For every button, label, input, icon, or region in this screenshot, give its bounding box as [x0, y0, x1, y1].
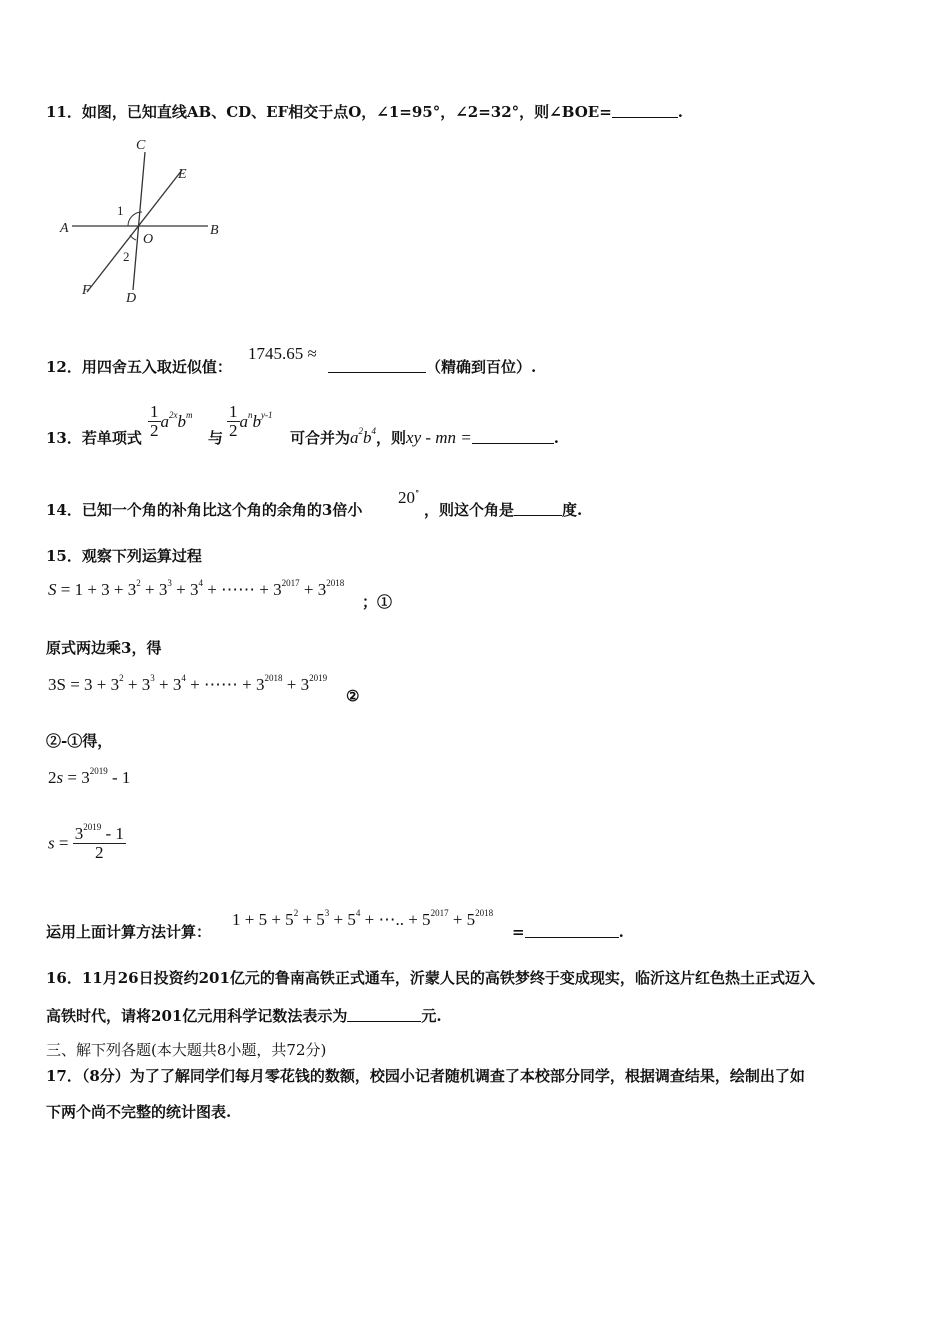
q13-answer-blank: [472, 429, 554, 444]
section-3-heading: 三、解下列各题(本大题共8小题，共72分): [46, 1041, 327, 1059]
q13-text: 若单项式: [81, 429, 142, 447]
q16-number: 16．: [46, 969, 82, 987]
q11-number: 11．: [46, 103, 82, 121]
q15-apply-expression: $1 + 5 + 5^2 + 5^3 + 5^4$ + ⋯.. + $5^{2017} + 5^{2018}$: [232, 908, 494, 929]
q16-line2: 高铁时代，请将201亿元用科学记数法表示为: [46, 1007, 348, 1025]
intersecting-lines-figure: [50, 130, 240, 310]
q12-text: 用四舍五入取近似值：: [81, 358, 232, 376]
q13-end: .: [553, 429, 560, 447]
question-17-line-1: [46, 1066, 805, 1086]
q13-with: 与: [208, 429, 224, 447]
q13-merge-text: 可合并为: [290, 429, 351, 447]
label-e: E: [178, 167, 187, 182]
question-16-line-2: [46, 1006, 442, 1026]
q15-equation-4: s = $\frac{3^{2019} - 1}{2}$: [48, 822, 124, 862]
q13-result-term: $a^2b^4$: [350, 426, 377, 447]
q12-tail: [328, 357, 536, 377]
q13-fraction-1: $\frac{1}{2}$: [150, 402, 159, 440]
q16-answer-blank: [347, 1007, 421, 1022]
q14-degree: 20∘: [398, 486, 420, 507]
q13-term-2: $a^nb^{y-1}$: [239, 409, 273, 431]
q15-step-text: 原式两边乘3，得: [46, 639, 162, 657]
q15-equation-2: $3S = 3 + 3^2 + 3^3 + 3^4$ + ⋯⋯ + $3^{2018} + 3^{2019}$: [48, 673, 328, 694]
q13-term-1: $a^{2x}b^m$: [160, 409, 193, 431]
q14-number: 14．: [46, 501, 82, 519]
q12-number: 12．: [46, 358, 82, 376]
q15-equation-1: $S = 1 + 3 + 3^2 + 3^3 + 3^4$ + ⋯⋯ + $3^{2017} + 3^{2018}$: [48, 578, 345, 599]
label-a: A: [60, 221, 69, 236]
question-15: [46, 546, 202, 566]
q13-expression: xy - mn =: [406, 428, 472, 447]
question-17-line-2: 下两个尚不完整的统计图表.: [46, 1103, 232, 1121]
q12-expression: 1745.65 ≈: [248, 344, 317, 363]
q15-number: 15．: [46, 547, 82, 565]
q11-answer-blank: [612, 103, 678, 118]
question-13: [46, 428, 142, 448]
q16-line1: 11月26日投资约201亿元的鲁南高铁正式通车，沂蒙人民的高铁梦终于变成现实，临沂这片红色热土正式迈入: [81, 969, 815, 987]
q14-tail: [424, 500, 582, 520]
label-d: D: [126, 291, 137, 306]
question-14: [46, 500, 362, 520]
q14-answer-blank: [514, 501, 562, 516]
q16-unit: 元.: [421, 1007, 442, 1025]
q12-hint: （精确到百位）.: [426, 358, 537, 376]
angle-2-arc: [130, 235, 136, 240]
q12-answer-blank: [328, 358, 426, 373]
q15-answer-blank: [525, 923, 619, 938]
q17-line1: （8分）为了了解同学们每月零花钱的数额，校园小记者随机调查了本校部分同学，根据调查结果，绘制出了如: [81, 1067, 805, 1085]
question-12: [46, 357, 232, 377]
q14-unit: 度.: [562, 501, 583, 519]
q15-equation-3: $2s = 3^{2019} - 1$: [48, 766, 131, 787]
q13-number: 13．: [46, 429, 82, 447]
q13-merge: [290, 428, 559, 448]
q11-end: .: [677, 103, 684, 121]
q15-text: 观察下列运算过程: [81, 547, 202, 565]
label-c: C: [136, 138, 146, 153]
q11-text: 如图，已知直线AB、CD、EF相交于点O，∠1=95°，∠2=32°，则∠BOE=: [81, 103, 612, 121]
q15-eq1-label: ；①: [362, 593, 393, 611]
q13-monomial-2: [227, 403, 273, 440]
q15-apply-equals: =: [512, 923, 525, 941]
q15-apply-text: 运用上面计算方法计算：: [46, 923, 212, 941]
q14-tail-text: ，则这个角是: [424, 501, 515, 519]
label-angle-2: 2: [123, 249, 130, 264]
label-f: F: [82, 283, 91, 298]
q13-monomial-1: [148, 403, 193, 440]
line-cd: [133, 152, 145, 290]
label-angle-1: 1: [117, 203, 124, 218]
q13-then: ，则: [376, 429, 407, 447]
q15-fraction: $\frac{3^{2019} - 1}{2}$: [74, 822, 124, 862]
q15-step2-text: ②-①得，: [46, 732, 113, 750]
question-11: [46, 102, 683, 122]
q17-number: 17．: [46, 1067, 82, 1085]
label-o: O: [143, 232, 154, 247]
question-16-line-1: [46, 968, 815, 988]
q13-fraction-2: $\frac{1}{2}$: [229, 402, 238, 440]
q15-eq2-label: ②: [346, 687, 360, 705]
q15-apply-period: .: [618, 923, 624, 941]
q14-text: 已知一个角的补角比这个角的余角的3倍小: [81, 501, 363, 519]
q15-apply-tail: [512, 922, 624, 942]
label-b: B: [210, 223, 219, 238]
